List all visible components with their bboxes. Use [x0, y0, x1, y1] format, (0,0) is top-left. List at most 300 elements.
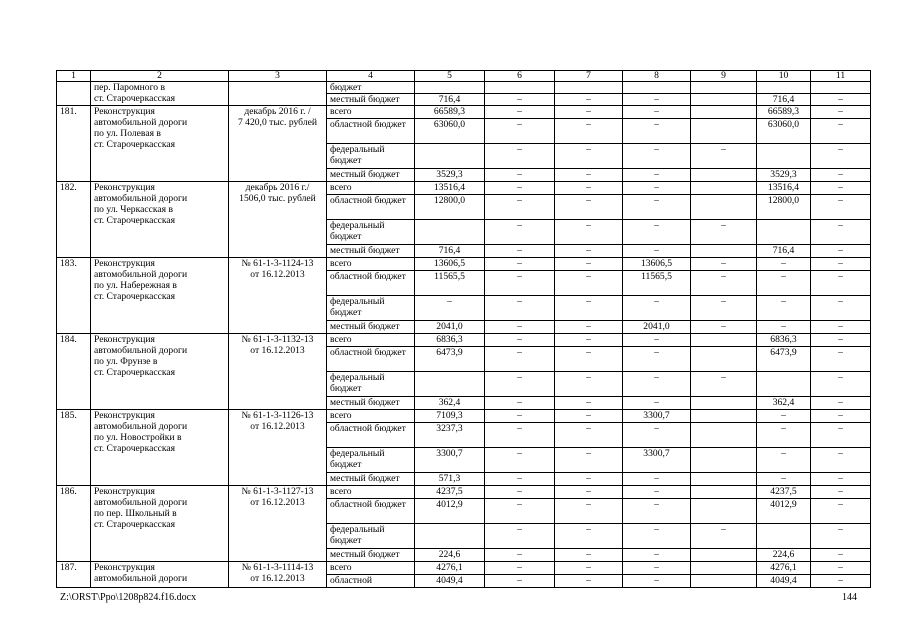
value-cell: – [555, 245, 623, 258]
value-cell: – [623, 144, 691, 169]
value-cell: – [811, 119, 871, 144]
value-cell: 4012,9 [757, 499, 811, 524]
value-cell [415, 524, 485, 549]
value-cell: – [811, 94, 871, 106]
text-line: автомобильной дороги [94, 421, 188, 432]
text-line: пер. Паромного в [94, 82, 166, 93]
value-cell: 63060,0 [415, 119, 485, 144]
row-label: местный бюджет [327, 549, 415, 562]
value-cell: – [623, 347, 691, 372]
value-cell: – [757, 448, 811, 473]
value-cell: – [485, 195, 555, 220]
value-cell: – [691, 271, 757, 296]
value-cell: – [623, 524, 691, 549]
value-cell: – [623, 473, 691, 486]
object-name [91, 334, 229, 410]
document-info [229, 562, 327, 588]
column-header: 6 [485, 71, 555, 82]
value-cell: – [485, 524, 555, 549]
value-cell: – [555, 448, 623, 473]
column-header: 9 [691, 71, 757, 82]
value-cell [691, 347, 757, 372]
value-cell: 571,3 [415, 473, 485, 486]
value-cell: – [811, 486, 871, 499]
value-cell: – [555, 499, 623, 524]
value-cell [757, 82, 811, 94]
budget-table [56, 70, 871, 588]
entry-number: 185. [57, 410, 91, 486]
value-cell: – [485, 372, 555, 397]
value-cell: – [555, 169, 623, 182]
text-line: ст. Старочеркасская [94, 443, 176, 454]
value-cell: 66589,3 [757, 106, 811, 119]
table-row [57, 562, 871, 575]
value-cell [691, 562, 757, 575]
text-line: по ул. Черкасская в [94, 204, 173, 215]
value-cell [811, 82, 871, 94]
value-cell: – [811, 271, 871, 296]
text-line: № 61-1-3-1114-13 [241, 562, 314, 573]
document-info [229, 334, 327, 410]
row-label: областной бюджет [327, 271, 415, 296]
text-line: 7 420,0 тыс. рублей [237, 117, 318, 128]
value-cell: – [485, 321, 555, 334]
value-cell: 13606,5 [623, 258, 691, 271]
row-label: всего [327, 486, 415, 499]
value-cell: – [811, 296, 871, 321]
text-line: автомобильной дороги [94, 117, 188, 128]
value-cell: – [485, 410, 555, 423]
value-cell: – [485, 106, 555, 119]
row-label: областной бюджет [327, 119, 415, 144]
value-cell: – [485, 397, 555, 410]
value-cell: – [555, 144, 623, 169]
value-cell: 362,4 [415, 397, 485, 410]
value-cell: – [623, 334, 691, 347]
text-line: декабрь 2016 г. / [244, 106, 311, 117]
value-cell: – [485, 575, 555, 588]
value-cell [623, 82, 691, 94]
value-cell: – [811, 169, 871, 182]
value-cell: 224,6 [757, 549, 811, 562]
value-cell: – [555, 106, 623, 119]
row-label: бюджет [327, 82, 415, 94]
text-line: автомобильной дороги [94, 269, 188, 280]
value-cell [691, 182, 757, 195]
row-label: всего [327, 258, 415, 271]
text-line: ст. Старочеркасская [94, 139, 176, 150]
value-cell: – [555, 423, 623, 448]
value-cell [691, 94, 757, 106]
value-cell: – [555, 473, 623, 486]
text-line: ст. Старочеркасская [94, 93, 176, 104]
text-line: от 16.12.2013 [250, 345, 305, 356]
document-info [229, 82, 327, 106]
value-cell: – [555, 271, 623, 296]
text-line: Реконструкция [94, 106, 155, 117]
text-line: ст. Старочеркасская [94, 291, 176, 302]
value-cell [691, 423, 757, 448]
entry-number: 187. [57, 562, 91, 588]
value-cell: – [485, 258, 555, 271]
value-cell [691, 448, 757, 473]
value-cell: 4276,1 [757, 562, 811, 575]
value-cell: – [757, 321, 811, 334]
value-cell: – [811, 182, 871, 195]
text-line: автомобильной дороги [94, 497, 188, 508]
value-cell: – [555, 524, 623, 549]
value-cell: – [623, 169, 691, 182]
value-cell: – [485, 423, 555, 448]
value-cell: 11565,5 [415, 271, 485, 296]
value-cell [691, 486, 757, 499]
text-line: Реконструкция [94, 486, 155, 497]
value-cell: 3529,3 [757, 169, 811, 182]
text-line: № 61-1-3-1132-13 [241, 334, 314, 345]
value-cell: – [485, 220, 555, 245]
value-cell: – [485, 119, 555, 144]
row-label: всего [327, 182, 415, 195]
value-cell: – [555, 195, 623, 220]
entry-number: 186. [57, 486, 91, 562]
table-row [57, 106, 871, 119]
value-cell: – [623, 562, 691, 575]
value-cell: – [623, 423, 691, 448]
row-label: областной бюджет [327, 347, 415, 372]
text-line: по ул. Фрунзе в [94, 356, 158, 367]
text-line: № 61-1-3-1127-13 [241, 486, 314, 497]
entry-number: 181. [57, 106, 91, 182]
value-cell [691, 169, 757, 182]
value-cell [757, 144, 811, 169]
text-line: Реконструкция [94, 258, 155, 269]
row-label: всего [327, 334, 415, 347]
value-cell: 716,4 [415, 245, 485, 258]
object-name [91, 410, 229, 486]
text-line: автомобильной дороги [94, 345, 188, 356]
value-cell: 13606,5 [415, 258, 485, 271]
value-cell: 11565,5 [623, 271, 691, 296]
text-line: автомобильной дороги [94, 193, 188, 204]
value-cell: – [811, 195, 871, 220]
value-cell: – [555, 562, 623, 575]
entry-number: 184. [57, 334, 91, 410]
text-line: Реконструкция [94, 182, 155, 193]
value-cell: – [485, 499, 555, 524]
value-cell: – [555, 347, 623, 372]
value-cell: – [811, 106, 871, 119]
value-cell: 7109,3 [415, 410, 485, 423]
object-name [91, 562, 229, 588]
row-label: областной [327, 575, 415, 588]
value-cell: – [555, 575, 623, 588]
value-cell: 12800,0 [757, 195, 811, 220]
value-cell: 6473,9 [757, 347, 811, 372]
value-cell: – [555, 94, 623, 106]
value-cell: – [691, 524, 757, 549]
entry-number [57, 82, 91, 106]
value-cell: 4012,9 [415, 499, 485, 524]
value-cell [691, 549, 757, 562]
value-cell: – [555, 220, 623, 245]
value-cell: 224,6 [415, 549, 485, 562]
value-cell: 12800,0 [415, 195, 485, 220]
header-row [57, 71, 871, 82]
document-info [229, 106, 327, 182]
value-cell [757, 220, 811, 245]
value-cell: 4049,4 [415, 575, 485, 588]
row-label: федеральный бюджет [327, 144, 415, 169]
text-line: № 61-1-3-1126-13 [241, 410, 314, 421]
document-info [229, 486, 327, 562]
value-cell: – [415, 296, 485, 321]
column-header: 1 [57, 71, 91, 82]
value-cell: – [623, 119, 691, 144]
table-row [57, 410, 871, 423]
value-cell: – [757, 423, 811, 448]
value-cell: 63060,0 [757, 119, 811, 144]
text-line: Реконструкция [94, 410, 155, 421]
value-cell [691, 334, 757, 347]
value-cell: – [485, 347, 555, 372]
value-cell: – [811, 423, 871, 448]
value-cell: – [623, 575, 691, 588]
value-cell: – [811, 334, 871, 347]
value-cell: 3300,7 [415, 448, 485, 473]
row-label: всего [327, 562, 415, 575]
entry-number: 182. [57, 182, 91, 258]
text-line: от 16.12.2013 [250, 573, 305, 584]
value-cell: – [485, 334, 555, 347]
value-cell: 362,4 [757, 397, 811, 410]
value-cell: – [691, 296, 757, 321]
value-cell [691, 410, 757, 423]
column-header: 11 [811, 71, 871, 82]
value-cell [691, 575, 757, 588]
value-cell: – [623, 106, 691, 119]
text-line: от 16.12.2013 [250, 497, 305, 508]
value-cell: 4237,5 [415, 486, 485, 499]
text-line: № 61-1-3-1124-13 [241, 258, 314, 269]
value-cell: – [555, 296, 623, 321]
value-cell: – [623, 296, 691, 321]
value-cell: 716,4 [757, 94, 811, 106]
row-label: местный бюджет [327, 397, 415, 410]
page-number: 144 [842, 592, 857, 603]
column-header: 4 [327, 71, 415, 82]
file-path: Z:\ORST\Ppo\1208p824.f16.docx [60, 592, 197, 603]
value-cell: 13516,4 [757, 182, 811, 195]
row-label: всего [327, 410, 415, 423]
text-line: по ул. Набережная в [94, 280, 177, 291]
row-label: федеральный бюджет [327, 448, 415, 473]
value-cell: – [811, 410, 871, 423]
value-cell: 2041,0 [415, 321, 485, 334]
value-cell: – [555, 549, 623, 562]
text-line: по пер. Школьный в [94, 508, 177, 519]
row-label: федеральный бюджет [327, 296, 415, 321]
column-header: 7 [555, 71, 623, 82]
value-cell [691, 119, 757, 144]
value-cell: 3300,7 [623, 448, 691, 473]
value-cell: – [757, 296, 811, 321]
value-cell: – [485, 245, 555, 258]
object-name [91, 486, 229, 562]
text-line: автомобильной дороги [94, 573, 188, 584]
row-label: областной бюджет [327, 195, 415, 220]
value-cell [691, 397, 757, 410]
value-cell: – [811, 397, 871, 410]
row-label: областной бюджет [327, 423, 415, 448]
value-cell: – [623, 486, 691, 499]
value-cell: – [555, 321, 623, 334]
value-cell: 6836,3 [415, 334, 485, 347]
value-cell: – [623, 220, 691, 245]
row-label: областной бюджет [327, 499, 415, 524]
value-cell: 3529,3 [415, 169, 485, 182]
table-row [57, 82, 871, 94]
value-cell: – [811, 562, 871, 575]
column-header: 2 [91, 71, 229, 82]
document-info [229, 182, 327, 258]
value-cell: – [811, 372, 871, 397]
value-cell: 716,4 [415, 94, 485, 106]
value-cell: – [811, 549, 871, 562]
text-line: по ул. Новостройки в [94, 432, 182, 443]
text-line: декабрь 2016 г./ [245, 182, 310, 193]
value-cell: – [485, 271, 555, 296]
value-cell: – [485, 296, 555, 321]
value-cell: – [691, 144, 757, 169]
value-cell [485, 82, 555, 94]
value-cell: – [811, 448, 871, 473]
value-cell [691, 245, 757, 258]
row-label: всего [327, 106, 415, 119]
row-label: местный бюджет [327, 473, 415, 486]
value-cell [415, 220, 485, 245]
value-cell [691, 473, 757, 486]
text-line: от 16.12.2013 [250, 269, 305, 280]
value-cell [691, 106, 757, 119]
value-cell: – [757, 258, 811, 271]
value-cell [691, 499, 757, 524]
row-label: местный бюджет [327, 94, 415, 106]
table-row [57, 182, 871, 195]
value-cell: – [811, 321, 871, 334]
value-cell: 716,4 [757, 245, 811, 258]
text-line: по ул. Полевая в [94, 128, 161, 139]
document-info [229, 258, 327, 334]
text-line: Реконструкция [94, 562, 155, 573]
value-cell: – [485, 94, 555, 106]
value-cell [757, 524, 811, 549]
value-cell: – [555, 258, 623, 271]
value-cell: 3237,3 [415, 423, 485, 448]
value-cell: – [555, 182, 623, 195]
value-cell: – [811, 575, 871, 588]
value-cell: – [623, 372, 691, 397]
value-cell: – [811, 473, 871, 486]
value-cell: – [757, 410, 811, 423]
value-cell: – [691, 321, 757, 334]
value-cell: 4276,1 [415, 562, 485, 575]
column-header: 3 [229, 71, 327, 82]
value-cell: – [623, 195, 691, 220]
object-name [91, 258, 229, 334]
text-line: ст. Старочеркасская [94, 367, 176, 378]
value-cell: – [811, 524, 871, 549]
value-cell: – [485, 182, 555, 195]
column-header: 8 [623, 71, 691, 82]
value-cell: 6836,3 [757, 334, 811, 347]
value-cell: – [485, 169, 555, 182]
value-cell: – [811, 245, 871, 258]
value-cell: – [485, 486, 555, 499]
text-line: от 16.12.2013 [250, 421, 305, 432]
value-cell: 4237,5 [757, 486, 811, 499]
value-cell: – [555, 372, 623, 397]
value-cell: – [757, 473, 811, 486]
value-cell: – [485, 562, 555, 575]
row-label: местный бюджет [327, 245, 415, 258]
row-label: федеральный бюджет [327, 220, 415, 245]
text-line: ст. Старочеркасская [94, 519, 176, 530]
object-name [91, 182, 229, 258]
table-row [57, 486, 871, 499]
value-cell: – [811, 258, 871, 271]
table-row [57, 258, 871, 271]
value-cell: – [485, 144, 555, 169]
value-cell: – [555, 334, 623, 347]
value-cell: – [485, 473, 555, 486]
object-name [91, 82, 229, 106]
value-cell: – [811, 144, 871, 169]
value-cell: 6473,9 [415, 347, 485, 372]
value-cell [415, 82, 485, 94]
row-label: местный бюджет [327, 321, 415, 334]
value-cell: – [811, 347, 871, 372]
value-cell: – [691, 372, 757, 397]
value-cell [691, 195, 757, 220]
column-header: 5 [415, 71, 485, 82]
object-name [91, 106, 229, 182]
column-header: 10 [757, 71, 811, 82]
value-cell: – [811, 220, 871, 245]
value-cell: – [623, 499, 691, 524]
value-cell [691, 82, 757, 94]
value-cell: – [623, 397, 691, 410]
value-cell: – [623, 549, 691, 562]
value-cell [555, 82, 623, 94]
value-cell: – [691, 220, 757, 245]
value-cell: – [555, 397, 623, 410]
value-cell [757, 372, 811, 397]
value-cell: – [555, 119, 623, 144]
value-cell: – [757, 271, 811, 296]
document-info [229, 410, 327, 486]
value-cell: – [485, 448, 555, 473]
value-cell: 2041,0 [623, 321, 691, 334]
row-label: федеральный бюджет [327, 372, 415, 397]
row-label: федеральный бюджет [327, 524, 415, 549]
value-cell: – [623, 182, 691, 195]
value-cell: 66589,3 [415, 106, 485, 119]
value-cell [415, 372, 485, 397]
value-cell: – [691, 258, 757, 271]
text-line: 1506,0 тыс. рублей [239, 193, 316, 204]
value-cell: 13516,4 [415, 182, 485, 195]
value-cell: – [485, 549, 555, 562]
